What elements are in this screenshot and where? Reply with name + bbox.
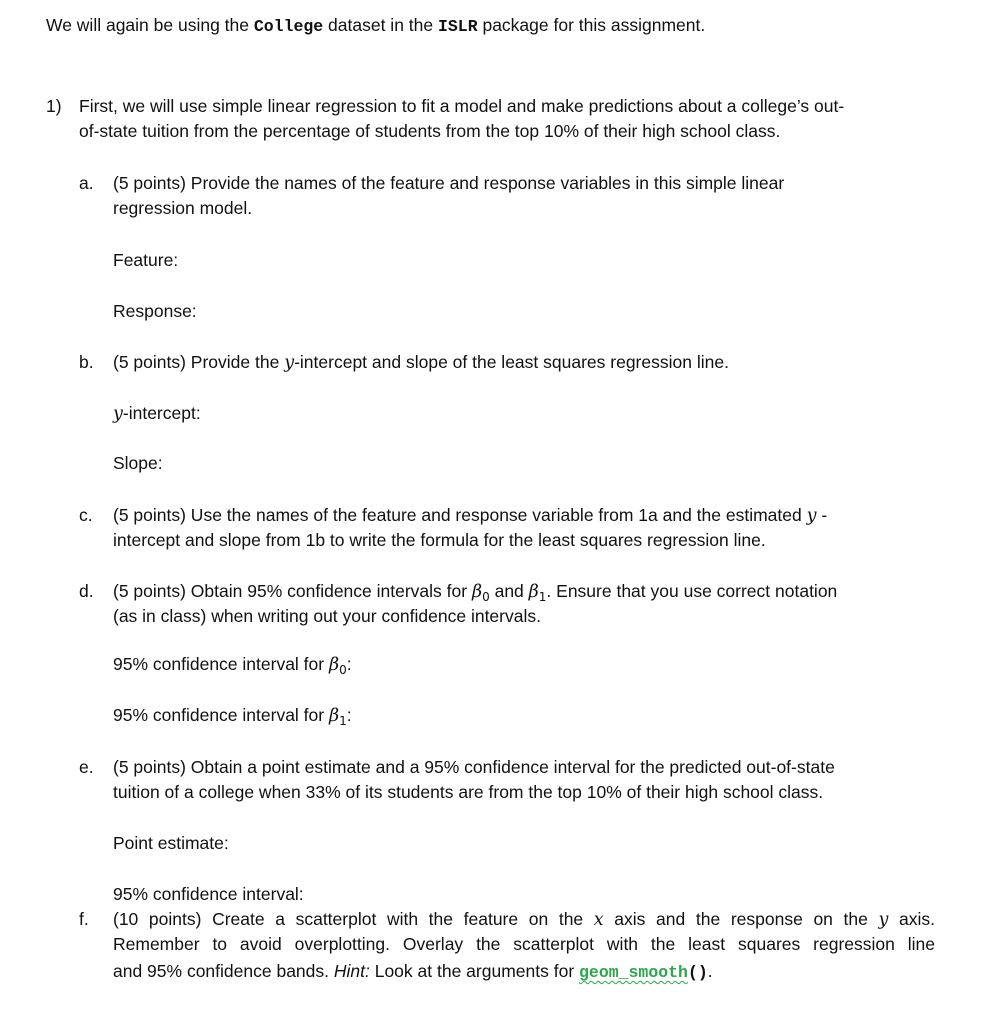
part-f-line3 xyxy=(113,959,713,985)
point-estimate-label: Point estimate: xyxy=(113,833,229,853)
part-b-line xyxy=(113,350,729,376)
package-name: ISLR xyxy=(437,17,478,36)
beta-subscript-1: 1 xyxy=(538,590,547,604)
ci-label-text: 95% confidence interval for xyxy=(113,705,329,725)
y-variable: y xyxy=(806,506,817,526)
beta-symbol: β xyxy=(328,655,340,675)
x-variable: x xyxy=(593,910,604,930)
part-c-line1 xyxy=(113,503,827,529)
part-d-line2: (as in class) when writing out your confidence intervals. xyxy=(113,606,541,626)
part-b-pre: (5 points) Provide the xyxy=(113,352,285,372)
part-f-text-e: Look at the arguments for xyxy=(369,961,580,981)
intro-middle: dataset in the xyxy=(323,15,438,35)
intro-prefix: We will again be using the xyxy=(46,15,254,35)
intro-suffix: package for this assignment. xyxy=(477,15,706,35)
beta-subscript-0: 0 xyxy=(339,663,347,677)
function-parens: () xyxy=(687,963,708,982)
part-f-line2: Remember to avoid overplotting. Overlay the scatterplot with the least squares regression line xyxy=(113,934,935,954)
hint-label: Hint: xyxy=(333,961,370,981)
part-f-text-c: axis. xyxy=(888,909,935,929)
part-f-marker: f. xyxy=(79,909,89,929)
question-text-line2: of-state tuition from the percentage of students from the top 10% of their high school class. xyxy=(79,121,781,141)
ci-beta1-label xyxy=(113,703,352,734)
part-a-line2: regression model. xyxy=(113,198,253,218)
part-e-marker: e. xyxy=(79,757,94,777)
part-f-line1 xyxy=(113,907,935,933)
y-intercept-label xyxy=(113,401,201,427)
part-e-line2: tuition of a college when 33% of its students are from the top 10% of their high school class. xyxy=(113,782,824,802)
intro-line xyxy=(46,13,705,39)
part-e-line1: (5 points) Obtain a point estimate and a 95% confidence interval for the predicted out-of-state xyxy=(113,757,835,777)
beta-symbol: β xyxy=(471,582,483,602)
part-d-pre: (5 points) Obtain 95% confidence intervals for xyxy=(113,581,472,601)
feature-label: Feature: xyxy=(113,250,179,270)
y-variable: y xyxy=(878,910,889,930)
beta-symbol: β xyxy=(328,706,340,726)
colon: : xyxy=(346,705,352,725)
response-label: Response: xyxy=(113,301,197,321)
part-f-text-d: and 95% confidence bands. xyxy=(113,961,334,981)
part-c-line2: intercept and slope from 1b to write the formula for the least squares regression line. xyxy=(113,530,766,550)
part-c-pre: (5 points) Use the names of the feature and response variable from 1a and the estimated xyxy=(113,505,807,525)
part-b-marker: b. xyxy=(79,352,94,372)
part-c-post: - xyxy=(816,505,828,525)
question-text-line1: First, we will use simple linear regression to fit a model and make predictions about a college’s out- xyxy=(79,96,845,116)
part-b-post: -intercept and slope of the least squares regression line. xyxy=(294,352,729,372)
y-intercept-text: -intercept: xyxy=(122,403,201,423)
part-f-text-a: (10 points) Create a scatterplot with the feature on the xyxy=(113,909,594,929)
dataset-name: College xyxy=(253,17,324,36)
function-name: geom_smooth xyxy=(579,963,688,982)
ci-label: 95% confidence interval: xyxy=(113,884,304,904)
part-d-and: and xyxy=(489,581,529,601)
y-variable: y xyxy=(284,353,295,373)
beta-subscript-1: 1 xyxy=(339,714,347,728)
colon: : xyxy=(346,654,352,674)
ci-label-text: 95% confidence interval for xyxy=(113,654,329,674)
ci-beta0-label xyxy=(113,652,352,683)
part-f-text-b: axis and the response on the xyxy=(603,909,879,929)
beta-subscript-0: 0 xyxy=(482,590,490,604)
period: . xyxy=(707,961,713,981)
beta-symbol: β xyxy=(528,582,539,602)
part-d-marker: d. xyxy=(79,581,94,601)
part-a-marker: a. xyxy=(79,173,94,193)
part-c-marker: c. xyxy=(79,505,93,525)
slope-label: Slope: xyxy=(113,453,163,473)
y-variable: y xyxy=(113,404,123,424)
part-a-line1: (5 points) Provide the names of the feature and response variables in this simple linear xyxy=(113,173,785,193)
part-d-post: . Ensure that you use correct notation xyxy=(546,581,838,601)
question-number: 1) xyxy=(46,96,62,116)
